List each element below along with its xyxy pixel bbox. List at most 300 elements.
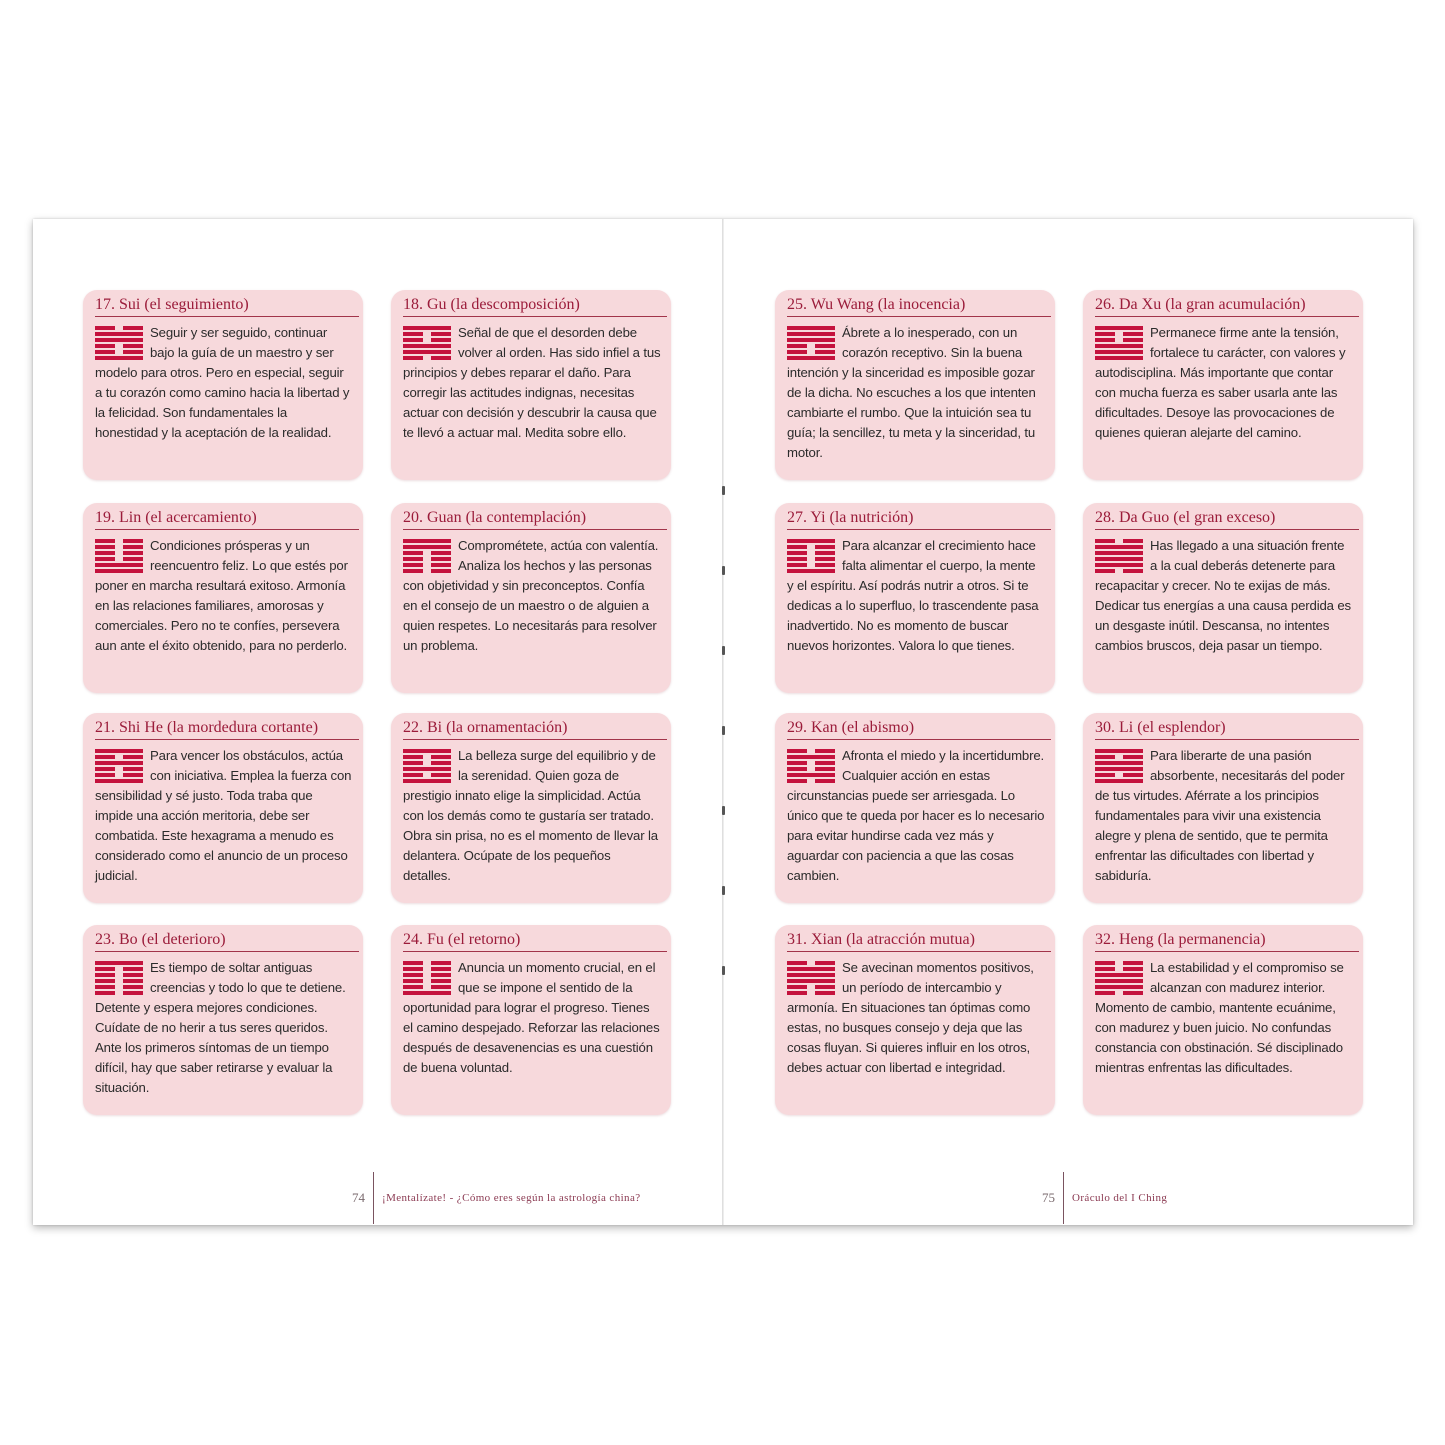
card-text: Para liberarte de una pasión absorbente, necesitarás del poder de tus virtudes. Aférrate a los principios fundamentales para vivir una existencia alegre y plena de sentido, que te permita enfrentar las dificultades con libertad y sabiduría. [1095,748,1345,883]
line-segment [815,749,835,753]
broken-line [1095,967,1143,971]
line-segment [95,773,115,777]
solid-line [787,338,835,342]
running-title: Oráculo del I Ching [1072,1192,1168,1204]
solid-line [1095,557,1143,561]
line-segment [95,545,115,549]
line-segment [787,767,807,771]
line-segment [1123,539,1143,543]
line-segment [1095,991,1115,995]
line-segment [123,967,143,971]
line-segment [787,991,807,995]
card-text: Anuncia un momento crucial, en el que se impone el sentido de la oportunidad para lograr el progreso. Tienes el camino despejado. Reforzar las relaciones después de desavenencias es una cuestión de buena voluntad. [403,960,660,1075]
line-segment [787,985,807,989]
line-segment [1095,749,1143,753]
line-segment [787,967,835,971]
line-segment [787,973,835,977]
line-segment [403,761,423,765]
line-segment [403,557,423,561]
line-segment [1095,338,1115,342]
line-segment [815,350,835,354]
broken-line [787,551,835,555]
broken-line [95,344,143,348]
line-segment [95,569,143,573]
broken-line [95,979,143,983]
hexagram-card [83,713,363,903]
solid-line [787,773,835,777]
line-segment [95,326,115,330]
hexagram-card [1083,925,1363,1115]
footer-divider [1063,1172,1064,1224]
broken-line [403,773,451,777]
hexagram-card [775,290,1055,480]
card-title: 26. Da Xu (la gran acumulación) [1095,295,1359,317]
card-text: La belleza surge del equilibrio y de la serenidad. Quien goza de prestigio innato elige la simplicidad. Actúa con los demás como te gustaría ser tratado. Obra sin prisa, no es el momento de llevar la delantera. Ocúpate de los pequeños detalles. [403,748,658,883]
hexagram-icon [1095,961,1143,995]
broken-line [95,773,143,777]
solid-line [95,761,143,765]
line-segment [787,755,835,759]
line-segment [403,767,451,771]
line-segment [1095,350,1143,354]
broken-line [403,979,451,983]
line-segment [95,356,143,360]
card-title: 32. Heng (la permanencia) [1095,930,1359,952]
card-text: Ábrete a lo inesperado, con un corazón receptivo. Sin la buena intención y la sinceridad es imposible gozar de la dicha. No escuches a los que intenten cambiarte el rumbo. Que la intuición sea tu guía; la sencillez, tu meta y la sinceridad, tu motor. [787,325,1036,460]
card-text: Para vencer los obstáculos, actúa con iniciativa. Emplea la fuerza con sensibilidad y sé justo. Toda traba que impide una acción meritoria, debe ser combatida. Este hexagrama a menudo es considerado como el anuncio de un proceso judicial. [95,748,352,883]
line-segment [95,991,115,995]
line-segment [815,761,835,765]
line-segment [787,563,807,567]
broken-line [95,767,143,771]
solid-line [787,569,835,573]
line-segment [1123,755,1143,759]
broken-line [403,356,451,360]
line-segment [95,985,115,989]
broken-line [787,545,835,549]
card-title: 20. Guan (la contemplación) [403,508,667,530]
line-segment [403,967,423,971]
line-segment [787,979,835,983]
line-segment [787,773,835,777]
broken-line [1095,569,1143,573]
line-segment [403,356,423,360]
broken-line [403,569,451,573]
broken-line [95,985,143,989]
broken-line [787,350,835,354]
hexagram-icon [787,749,835,783]
solid-line [403,545,451,549]
solid-line [1095,350,1143,354]
hexagram-icon [1095,326,1143,360]
hexagram-card [391,290,671,480]
solid-line [95,569,143,573]
line-segment [1095,773,1115,777]
hexagram-icon [787,539,835,573]
line-segment [815,563,835,567]
card-text: Afronta el miedo y la incertidumbre. Cualquier acción en estas circunstancias puede ser arriesgada. Lo único que te queda por hacer es lo necesario para evitar hundirse cada vez más y aguardar con paciencia a que las cosas cambien. [787,748,1045,883]
solid-line [1095,979,1143,983]
broken-line [403,985,451,989]
line-segment [431,551,451,555]
binding-stitch [722,806,725,815]
line-segment [1123,773,1143,777]
solid-line [787,973,835,977]
line-segment [1095,569,1115,573]
hexagram-icon [95,749,143,783]
line-segment [1095,557,1143,561]
solid-line [787,755,835,759]
line-segment [95,332,143,336]
broken-line [403,973,451,977]
hexagram-card [83,290,363,480]
line-segment [123,326,143,330]
line-segment [787,326,835,330]
line-segment [403,961,423,965]
card-title: 19. Lin (el acercamiento) [95,508,359,530]
line-segment [787,539,835,543]
line-segment [95,749,143,753]
line-segment [403,979,423,983]
card-text: Es tiempo de soltar antiguas creencias y todo lo que te detiene. Detente y espera mejores condiciones. Cuídate de no herir a tus seres queridos. Ante los primeros síntomas de un tiempo difícil, hay que saber retirarse y evaluar la situación. [95,960,346,1095]
hexagram-card [775,925,1055,1115]
page-footer-left [352,1172,641,1224]
broken-line [95,539,143,543]
line-segment [431,356,451,360]
solid-line [787,979,835,983]
line-segment [787,961,807,965]
card-text: Para alcanzar el crecimiento hace falta alimentar el cuerpo, la mente y el espíritu. Así podrás nutrir a otros. Si te dedicas a lo superfluo, lo trascendente pasa inadvertido. No es momento de buscar nuevos horizontes. Valora lo que tienes. [787,538,1039,653]
solid-line [403,344,451,348]
solid-line [95,338,143,342]
solid-line [403,779,451,783]
solid-line [1095,344,1143,348]
line-segment [431,338,451,342]
broken-line [403,755,451,759]
card-text: Permanece firme ante la tensión, fortalece tu carácter, con valores y autodisciplina. Más importante que contar con mucha fuerza es saber usarla ante las dificultades. Desoye las provocaciones de quienes quieran alejarte del camino. [1095,325,1346,440]
line-segment [815,551,835,555]
broken-line [1095,773,1143,777]
card-text: Señal de que el desorden debe volver al orden. Has sido infiel a tus principios y debes reparar el daño. Para corregir las actitudes indignas, necesitas actuar con decisión y descubrir la causa que te llevó a actuar mal. Medita sobre ello. [403,325,661,440]
line-segment [1123,967,1143,971]
solid-line [95,961,143,965]
binding-stitch [722,966,725,975]
line-segment [403,545,451,549]
line-segment [123,767,143,771]
broken-line [403,961,451,965]
line-segment [1095,356,1143,360]
line-segment [815,985,835,989]
line-segment [403,344,451,348]
broken-line [95,991,143,995]
line-segment [1095,563,1143,567]
line-segment [815,344,835,348]
card-title: 30. Li (el esplendor) [1095,718,1359,740]
line-segment [403,779,451,783]
solid-line [403,350,451,354]
line-segment [787,569,835,573]
line-segment [123,545,143,549]
solid-line [1095,326,1143,330]
hexagram-icon [403,749,451,783]
card-text: La estabilidad y el compromiso se alcanzan con madurez interior. Momento de cambio, mantente ecuánime, con madurez y buen juicio. No confundas constancia con obstinación. Sé disciplinado mientras enfrentas las dificultades. [1095,960,1344,1075]
line-segment [431,973,451,977]
line-segment [123,539,143,543]
broken-line [787,991,835,995]
card-text: Comprométete, actúa con valentía. Analiza los hechos y las personas con objetividad y sin preconceptos. Confía en el consejo de un maestro o de alguien a quien respetes. Lo necesitarás para resolver un problema. [403,538,659,653]
binding-stitch [722,566,725,575]
hexagram-card [391,503,671,693]
hexagram-icon [787,961,835,995]
solid-line [787,332,835,336]
broken-line [1095,755,1143,759]
line-segment [431,563,451,567]
line-segment [95,557,115,561]
line-segment [1123,569,1143,573]
line-segment [815,991,835,995]
hexagram-icon [1095,749,1143,783]
line-segment [95,338,143,342]
solid-line [403,539,451,543]
line-segment [95,551,115,555]
broken-line [95,557,143,561]
solid-line [1095,563,1143,567]
solid-line [1095,761,1143,765]
line-segment [123,973,143,977]
card-text: Condiciones prósperas y un reencuentro feliz. Lo que estés por poner en marcha resultará exitoso. Armonía en las relaciones familiares, amorosas y comerciales. Pero no te confíes, persevera aun ante el éxito obtenido, para no perderlo. [95,538,348,653]
line-segment [815,767,835,771]
solid-line [403,749,451,753]
solid-line [1095,973,1143,977]
binding-stitch [722,646,725,655]
line-segment [815,545,835,549]
line-segment [95,539,115,543]
line-segment [95,755,115,759]
line-segment [95,563,143,567]
hexagram-card [83,925,363,1115]
card-text: Se avecinan momentos positivos, un período de intercambio y armonía. En situaciones tan óptimas como estas, no busques consejo y deja que las cosas fluyan. Si quieres influir en los otros, debes actuar con libertad e integridad. [787,960,1034,1075]
line-segment [403,773,423,777]
line-segment [1095,761,1143,765]
broken-line [787,563,835,567]
hexagram-card [775,503,1055,693]
line-segment [123,344,143,348]
card-title: 21. Shi He (la mordedura cortante) [95,718,359,740]
card-text: Seguir y ser seguido, continuar bajo la guía de un maestro y ser modelo para otros. Pero en especial, seguir a tu corazón como camino hacia la libertad y la felicidad. Son fundamentales la honestidad y la aceptación de la realidad. [95,325,350,440]
card-title: 27. Yi (la nutrición) [787,508,1051,530]
solid-line [1095,356,1143,360]
page-number: 74 [352,1190,365,1205]
card-title: 23. Bo (el deterioro) [95,930,359,952]
card-title: 25. Wu Wang (la inocencia) [787,295,1051,317]
line-segment [431,332,451,336]
broken-line [95,350,143,354]
line-segment [815,557,835,561]
binding-stitch [722,886,725,895]
solid-line [787,967,835,971]
line-segment [787,338,835,342]
card-text: Has llegado a una situación frente a la cual deberás detenerte para recapacitar y crecer. No te exijas de más. Dedicar tus energías a una causa perdida es un desgaste inútil. Descansa, no intentes cambios bruscos, deja pasar un tiempo. [1095,538,1351,653]
line-segment [1095,985,1143,989]
solid-line [787,326,835,330]
card-title: 18. Gu (la descomposición) [403,295,667,317]
hexagram-icon [95,539,143,573]
line-segment [1095,332,1115,336]
line-segment [95,344,115,348]
line-segment [123,350,143,354]
hexagram-icon [403,326,451,360]
hexagram-card [1083,713,1363,903]
page-footer-right [1042,1172,1167,1224]
line-segment [815,779,835,783]
line-segment [1095,973,1143,977]
line-segment [1123,332,1143,336]
solid-line [403,767,451,771]
solid-line [95,563,143,567]
line-segment [123,985,143,989]
solid-line [787,356,835,360]
card-title: 17. Sui (el seguimiento) [95,295,359,317]
solid-line [1095,985,1143,989]
binding-stitch [722,486,725,495]
broken-line [1095,332,1143,336]
broken-line [787,557,835,561]
broken-line [403,563,451,567]
line-segment [123,557,143,561]
line-segment [1095,755,1115,759]
line-segment [787,332,835,336]
card-title: 28. Da Guo (el gran exceso) [1095,508,1359,530]
line-segment [95,979,115,983]
line-segment [95,761,143,765]
line-segment [123,991,143,995]
broken-line [403,338,451,342]
line-segment [787,356,835,360]
line-segment [431,755,451,759]
line-segment [95,779,143,783]
line-segment [403,569,423,573]
line-segment [787,551,807,555]
broken-line [787,761,835,765]
line-segment [403,551,423,555]
solid-line [95,356,143,360]
line-segment [1123,991,1143,995]
broken-line [95,755,143,759]
line-segment [1095,326,1143,330]
hexagram-card [391,713,671,903]
line-segment [403,755,423,759]
line-segment [1095,979,1143,983]
line-segment [95,973,115,977]
broken-line [1095,539,1143,543]
solid-line [95,779,143,783]
line-segment [431,967,451,971]
solid-line [403,991,451,995]
broken-line [403,551,451,555]
line-segment [431,761,451,765]
page-number: 75 [1042,1190,1055,1205]
line-segment [95,767,115,771]
line-segment [431,557,451,561]
broken-line [95,967,143,971]
hexagram-icon [403,539,451,573]
line-segment [431,773,451,777]
line-segment [123,773,143,777]
line-segment [815,961,835,965]
running-title: ¡Mentalízate! - ¿Cómo eres según la astrología china? [382,1192,641,1204]
broken-line [787,767,835,771]
solid-line [1095,551,1143,555]
line-segment [403,539,451,543]
line-segment [403,749,451,753]
line-segment [431,569,451,573]
solid-line [403,326,451,330]
footer-divider [373,1172,374,1224]
card-title: 22. Bi (la ornamentación) [403,718,667,740]
line-segment [1095,961,1115,965]
broken-line [95,551,143,555]
broken-line [1095,991,1143,995]
hexagram-icon [95,961,143,995]
solid-line [1095,767,1143,771]
line-segment [403,985,423,989]
line-segment [403,338,423,342]
solid-line [1095,545,1143,549]
broken-line [95,326,143,330]
hexagram-card [1083,290,1363,480]
broken-line [95,545,143,549]
line-segment [787,350,807,354]
line-segment [123,979,143,983]
broken-line [787,344,835,348]
card-title: 31. Xian (la atracción mutua) [787,930,1051,952]
solid-line [95,749,143,753]
line-segment [787,545,807,549]
card-title: 29. Kan (el abismo) [787,718,1051,740]
line-segment [1123,338,1143,342]
hexagram-icon [95,326,143,360]
line-segment [403,563,423,567]
broken-line [1095,338,1143,342]
line-segment [403,350,451,354]
line-segment [787,779,807,783]
book-gutter [722,219,724,1225]
line-segment [403,973,423,977]
line-segment [95,961,143,965]
line-segment [95,967,115,971]
broken-line [403,761,451,765]
hexagram-icon [1095,539,1143,573]
broken-line [787,749,835,753]
broken-line [95,973,143,977]
line-segment [123,551,143,555]
line-segment [1095,539,1115,543]
line-segment [787,749,807,753]
line-segment [1095,967,1115,971]
solid-line [1095,779,1143,783]
line-segment [123,755,143,759]
broken-line [403,332,451,336]
line-segment [787,344,807,348]
broken-line [403,967,451,971]
hexagram-icon [787,326,835,360]
broken-line [403,557,451,561]
line-segment [431,979,451,983]
broken-line [787,961,835,965]
line-segment [95,350,115,354]
broken-line [1095,961,1143,965]
line-segment [787,761,807,765]
